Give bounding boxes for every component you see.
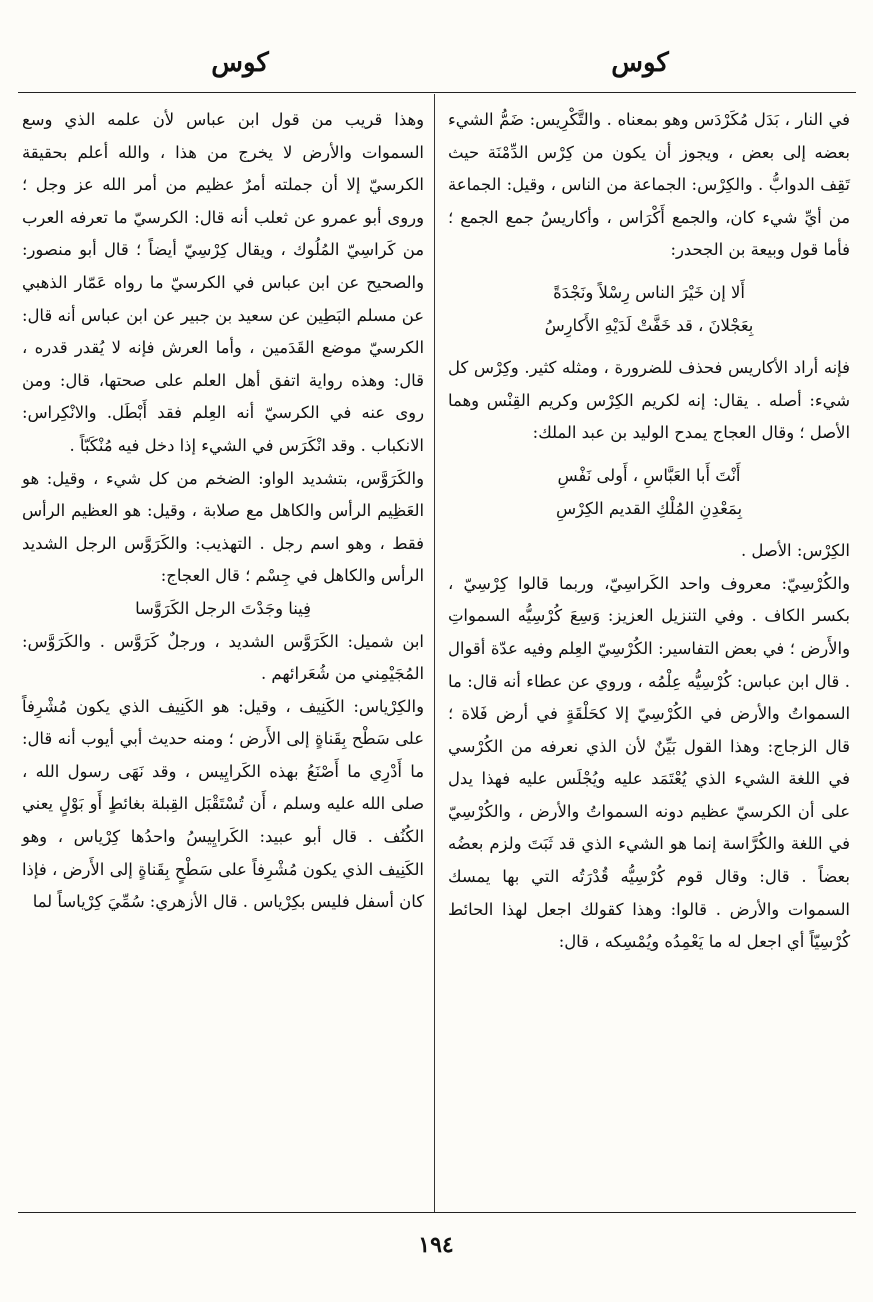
right-verse-1-line-1: أَلا إن خَيْرَ الناس رِسْلاً ونَجْدَةً (553, 282, 745, 302)
left-paragraph-2: والكَرَوَّس، بتشديد الواو: الضخم من كل شيء ، وقيل: هو العَظِيم الرأس والكاهل مع صلابة ، وقيل: هو العظيم الرأس فقط ، وهو اسم رجل . التهذيب: والكَرَوَّس الرجل الشديد الرأس والكاهل في جِسْم ؛ قال العجاج: (22, 468, 424, 586)
right-paragraph-2: فإنه أراد الأكاريس فحذف للضرورة ، ومثله كثير. وكِرْس كل شيء: أصله . يقال: إنه لكريم الكِرْس وكريم القِنْس وهما الأصل ؛ وقال العجاج يمدح الوليد بن عبد الملك: (448, 358, 850, 443)
right-paragraph-1: في النار ، بَدَل مُكَرْدَس وهو بمعناه . والتَّكْرِيس: ضَمُّ الشيء بعضه إلى بعض ، ويجوز أن يكون من كِرْس الدِّمْنَة حيث تَقِف الدوابُّ . والكِرْس: الجماعة من الناس ، وقيل: الجماعة من أيِّ شيء كان، والجمع أَكْرَاس ، وأكاريسُ جمع الجمع ؛ فأما قول وبيعة بن الجحدر: (448, 110, 850, 260)
right-verse-1-line-2: بِعَجْلانَ ، قد خَفَّتْ لَدَيْهِ الأَكارِسُ (544, 315, 754, 335)
right-paragraph-3: الكِرْس: الأصل . (740, 541, 850, 561)
right-paragraph-4: والكُرْسِيّ: معروف واحد الكَراسِيّ، وربما قالوا كِرْسِيّ ، بكسر الكاف . وفي التنزيل العزيز: وَسِعَ كُرْسِيُّه السمواتِ والأَرض ؛ في بعض التفاسير: الكُرْسِيّ العِلم وفيه عدّة أقوال . قال ابن عباس: كُرْسِيُّه عِلْمُه ، وروي عن عطاء أنه قال: ما السمواتُ والأرض في الكُرْسِيّ إلا كحَلْقَةٍ في أرض فَلاة ؛ قال الزجاج: وهذا القول بَيِّنٌ لأن الذي نعرفه من الكُرْسي في اللغة الشيء الذي يُعْتَمَد عليه ويُجْلَس عليه فهذا يدل على أن الكرسيّ عظيم دونه السمواتُ والأرض ، والكُرْسِيّ في اللغة والكُرَّاسة إنما هو الشيء الذي قد ثَبَتَ ولزم بعضُه بعضاً . قال: وقال قوم كُرْسِيُّه قُدْرَتُه التي بها يمسك السموات والأرض . قالوا: وهذا كقولك اجعل لهذا الحائط كُرْسِيّاً أي اجعل له ما يَعْمِدُه ويُمْسِكه ، قال: (448, 573, 850, 952)
right-column (448, 104, 850, 959)
page-number: ١٩٤ (418, 1232, 454, 1258)
left-verse-1-line-1: فِينا وجَدْتَ الرجل الكَرَوَّسا (135, 598, 311, 618)
left-paragraph-3: ابن شميل: الكَرَوَّس الشديد ، ورجلٌ كَرَوَّس . والكَرَوَّس: المُجَيْمِني من شُعَرائهم . (22, 631, 424, 684)
left-column (22, 104, 424, 919)
header-right-title: كوس (611, 48, 669, 78)
left-paragraph-4: والكِرْياس: الكَنِيف ، وقيل: هو الكَنِيف الذي يكون مُشْرِفاً على سَطْح بِقَناةٍ إلى الأَرض ؛ ومنه حديث أبي أيوب أنه قال: ما أَدْرِي ما أَصْنَعُ بهذه الكَرايِيس ، وقد نَهَى رسول الله ، صلى الله عليه وسلم ، أَن تُسْتَقْبَل القِبلة بغائطٍ أَو بَوْلٍ يعني الكُنُف . قال أبو عبيد: الكَرايِيسُ واحدُها كِرْياس ، وهو الكَنِيف الذي يكون مُشْرِفاً على سَطْحٍ بِقَناةٍ إلى الأَرض ، فإذا كان أسفل فليس بكِرْياس . قال الأزهري: سُمِّيَ كِرْياساً لما (22, 696, 424, 912)
left-paragraph-1: وهذا قريب من قول ابن عباس لأن علمه الذي وسع السموات والأرض لا يخرج من هذا ، والله أعلم بحقيقة الكرسيّ إلا أن جملته أمرٌ عظيم من أمر الله عز وجل ؛ وروى أبو عمرو عن ثعلب أنه قال: الكرسيّ ما تعرفه العرب من كَراسِيّ المُلُوك ، ويقال كِرْسِيّ أيضاً ؛ قال أبو منصور: والصحيح عن ابن عباس في الكرسيّ ما رواه عَمّار الذهبي عن مسلم البَطِين عن سعيد بن جبير عن ابن عباس أنه قال: الكرسيّ موضع القَدَمين ، وأما العرش فإنه لا يُقدر قدره ، قال: وهذه رواية اتفق أهل العلم على صحتها، قال: ومن روى عنه في الكرسيّ أنه العِلم فقد أَبْطَل. والانْكِراس: الانكباب . وقد انْكَرَس في الشيء إذا دخل فيه مُنْكَبّاً . (22, 110, 424, 455)
right-verse-2-line-2: بِمَعْدِنِ المُلْكِ القديم الكِرْسِ (555, 498, 743, 518)
right-verse-2-line-1: أَنْتَ أَبا العَبَّاسِ ، أَولى نَفْسِ (557, 465, 741, 485)
bottom-rule (18, 1212, 856, 1213)
header-left-title: كوس (211, 48, 269, 78)
top-rule (18, 92, 856, 93)
column-divider (434, 94, 435, 1212)
